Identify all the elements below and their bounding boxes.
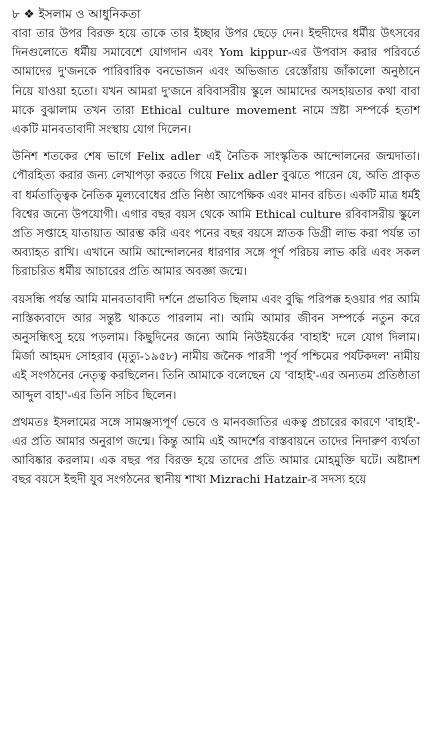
body-paragraph-3: বয়সন্ধি পর্যন্ত আমি মানবতাবাদী দর্শনে প্রভাবিত ছিলাম এবং বুদ্ধি পরিপক্ক হওয়ার পর আমি নাস্তিক্যবাদে আর সন্তুষ্ট থাকতে পারলাম না। আমি আমার জীবন সম্পর্কে নতুন করে অনুসন্ধিৎসু হয়ে পড়লাম। কিছুদিনের জন্যে আমি নিউইয়র্কের 'বাহাই' দলে যোগ দিলাম। মির্জা আহমদ সোহরাব (মৃত্যু-১৯৫৮) নামীয় জনৈক পারসী 'পূর্ব পশ্চিমের পর্যটকদল' নামীয় এই সংগঠনের নেতৃত্ব করছিলেন। তিনি আমাকে বলেছেন যে 'বাহাই'-এর অন্যতম প্রতিষ্ঠাতা আব্দুল বাহা'-এর তিনি সচিব ছিলেন। (12, 291, 420, 402)
body-paragraph-2: উনিশ শতকের শেষ ভাগে Felix adler এই নৈতিক সাংস্কৃতিক আন্দোলনের জন্মদাতা। পৌরহিত্য করার জন্য লেখাপড়া করতে গিয়ে Felix adler বুঝতে পারেন যে, অতি প্রাকৃত বা ধর্মতাত্ত্বিক নৈতিক মূল্যবোধের প্রতি নিষ্ঠা আপেক্ষিক এবং মানব রচিত। একটি মাত্র ধর্মই বিশ্বের জন্যে উপযোগী। এগার বছর বয়স থেকে আমি Ethical culture রবিবাসরীয় স্কুলে প্রতি সপ্তাহে যাতায়াত আরম্ভ করি এবং পনের বছর বয়সে স্নাতক ডিগ্রী লাভ করা পর্যন্ত তা অব্যাহত রাখি। এখানে আমি আন্দোলনের ধারণার সঙ্গে পূর্ণ পরিচয় লাভ করি এবং সকল চিরাচরিত ধর্মীয় আচারের প্রতি আমার অবজ্ঞা জন্মে। (12, 149, 420, 279)
running-header (12, 6, 420, 24)
page-number: ৮ (12, 7, 20, 21)
running-title: ইসলাম ও আধুনিকতা (38, 7, 141, 21)
ornament-separator: ❖ (23, 7, 35, 21)
body-paragraph-1: বাবা তার উপর বিরক্ত হয়ে তাকে তার ইচ্ছার উপর ছেড়ে দেন। ইহুদীদের ধর্মীয় উৎসবের দিনগুলোতে ধর্মীয় সমাবেশে যোগদান এবং Yom kippur-এর উপবাস করার পরিবর্তে আমাদের দু'জনকে পারিবারিক বনভোজন এবং অভিজাত রেস্তোঁরায় জাঁকালো অনুষ্ঠানে নিয়ে যাওয়া হতো। যখন আমরা দু'জনে রবিবাসরীয় স্কুলে আমাদের অসহায়তার কথা বাবা মাকে বুঝালাম তখন তারা Ethical culture movement নামে স্রষ্টা সম্পর্কে হতাশ একটি মানবতাবাদী সংস্থায় যোগ দিলেন। (12, 26, 420, 137)
body-paragraph-4: প্রথমতঃ ইসলামের সঙ্গে সামঞ্জস্যপূর্ণ ভেবে ও মানবজাতির একত্ব প্রচারের কারণে 'বাহাই'-এর প্রতি আমার অনুরাগ জন্মে। কিন্তু আমি এই আদর্শের বাস্তবায়নে তাদের নিদারুণ ব্যর্থতা আবিষ্কার করলাম। এক বছর পর বিরক্ত হয়ে তাদের প্রতি আমার মোহমুক্তি ঘটে। অষ্টাদশ বছর বয়সে ইহুদী যুব সংগঠনের স্থানীয় শাখা Mizrachi Hatzair-র সদস্য হয়ে (12, 414, 420, 487)
